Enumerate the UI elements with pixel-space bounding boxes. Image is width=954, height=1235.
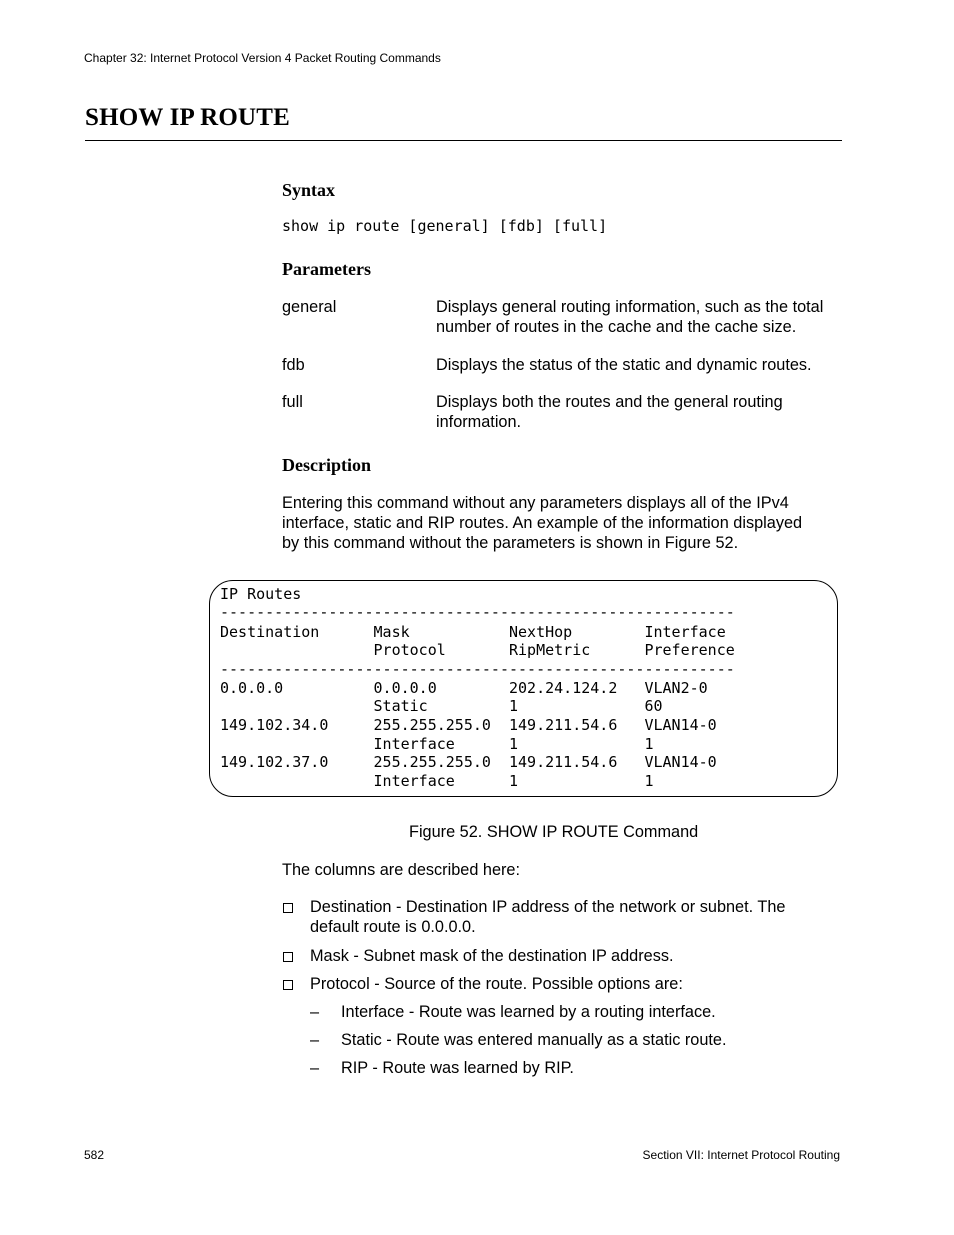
sub-item-text: RIP - Route was learned by RIP.	[341, 1059, 574, 1077]
bullet-item: Mask - Subnet mask of the destination IP address.	[310, 947, 674, 965]
figure-line: ---------------------------------------------------------	[220, 660, 735, 678]
bullet-box-icon	[283, 952, 293, 962]
param-name-general: general	[282, 298, 337, 316]
param-name-full: full	[282, 393, 303, 411]
sub-item-text: Static - Route was entered manually as a static route.	[341, 1031, 727, 1049]
param-name-fdb: fdb	[282, 356, 305, 374]
figure-line: 0.0.0.0 0.0.0.0 202.24.124.2 VLAN2-0	[220, 679, 708, 697]
param-desc-fdb: Displays the status of the static and dynamic routes.	[436, 356, 812, 374]
param-desc-general: Displays general routing information, such as the total number of routes in the cache and the cache size.	[436, 298, 824, 336]
sub-item-dash: –	[310, 1059, 320, 1077]
section-footer: Section VII: Internet Protocol Routing	[642, 1148, 840, 1162]
sub-item-dash: –	[310, 1031, 320, 1049]
syntax-heading: Syntax	[282, 180, 336, 200]
sub-item-dash: –	[310, 1003, 320, 1021]
figure-line: ---------------------------------------------------------	[220, 603, 735, 621]
figure-line: Protocol RipMetric Preference	[220, 641, 735, 659]
columns-intro: The columns are described here:	[282, 861, 521, 879]
bullet-item: Protocol - Source of the route. Possible options are:	[310, 975, 683, 993]
bullet-box-icon	[283, 903, 293, 913]
param-desc-full: Displays both the routes and the general routing information.	[436, 393, 783, 431]
figure-caption: Figure 52. SHOW IP ROUTE Command	[409, 823, 699, 841]
figure-line: IP Routes	[220, 585, 302, 603]
bullet-box-icon	[283, 980, 293, 990]
title-rule	[85, 140, 842, 141]
figure-line: Interface 1 1	[220, 735, 654, 753]
figure-line: Static 1 60	[220, 697, 663, 715]
figure-line: 149.102.37.0 255.255.255.0 149.211.54.6 VLAN14-0	[220, 753, 717, 771]
description-heading: Description	[282, 455, 371, 475]
figure-line: Interface 1 1	[220, 772, 654, 790]
parameters-heading: Parameters	[282, 259, 371, 279]
sub-item-text: Interface - Route was learned by a routing interface.	[341, 1003, 716, 1021]
page-number: 582	[84, 1148, 105, 1162]
description-paragraph: Entering this command without any parameters displays all of the IPv4 interface, static and RIP routes. An example of the information displayed by this command without the parameters is shown in Figure 52.	[282, 494, 803, 552]
page-title: SHOW IP ROUTE	[85, 104, 290, 131]
running-header: Chapter 32: Internet Protocol Version 4 Packet Routing Commands	[84, 51, 441, 65]
syntax-command: show ip route [general] [fdb] [full]	[282, 217, 608, 235]
bullet-item: Destination - Destination IP address of the network or subnet. The default route is 0.0.0.0.	[310, 898, 786, 936]
figure-line: Destination Mask NextHop Interface	[220, 623, 726, 641]
figure-line: 149.102.34.0 255.255.255.0 149.211.54.6 VLAN14-0	[220, 716, 717, 734]
